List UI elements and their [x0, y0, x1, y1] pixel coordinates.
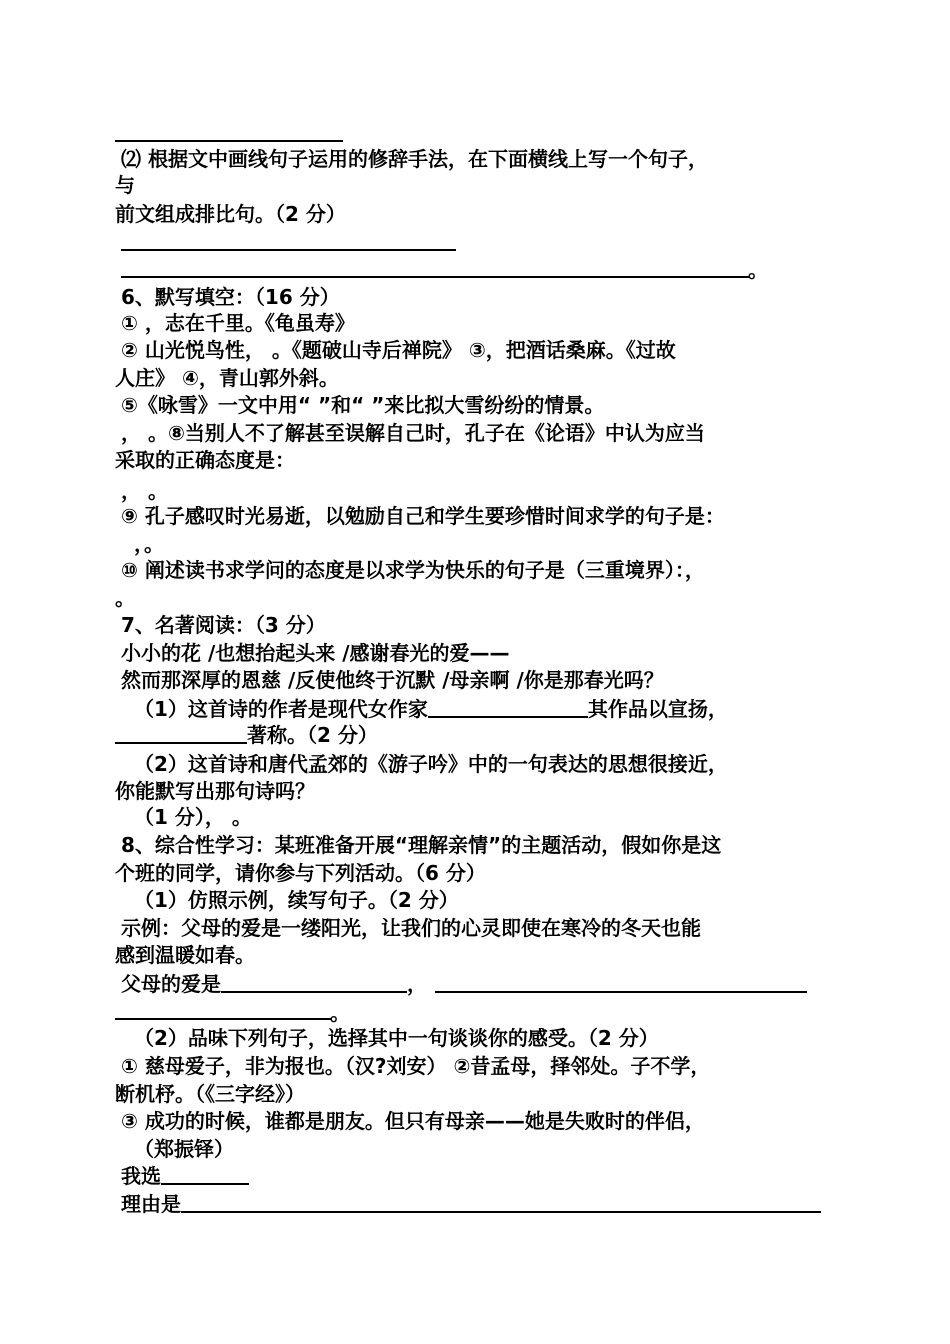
answer-line[interactable] — [115, 1018, 331, 1020]
q2-prompt-line-3: 前文组成排比句。（2 分） — [115, 202, 346, 226]
q2-prompt-line-1: ⑵ 根据文中画线句子运用的修辞手法，在下面横线上写一个句子， — [121, 147, 708, 171]
q8-example-line-2: 感到温暖如春。 — [115, 943, 255, 967]
q7-title: 7、名著阅读：（3 分） — [121, 613, 326, 637]
choice-blank[interactable] — [161, 1163, 249, 1185]
reason-blank[interactable] — [181, 1191, 821, 1213]
q8-1-title: （1）仿照示例，续写句子。（2 分） — [134, 888, 459, 912]
q6-item-8: ⑨ 孔子感叹时光易逝，以勉励自己和学生要珍惜时间求学的句子是： — [121, 504, 725, 528]
q7-1-text-c: 著称。（2 分） — [247, 723, 378, 747]
q7-1-text-a: （1）这首诗的作者是现代女作家 — [134, 697, 428, 721]
q6-item-11: 。 — [115, 586, 135, 610]
answer-line — [115, 140, 343, 142]
fill-blank-1[interactable] — [221, 971, 407, 993]
q8-example-line-1: 示例：父母的爱是一缕阳光，让我们的心灵即使在寒冷的冬天也能 — [121, 916, 701, 940]
q8-fill-text-a: 父母的爱是 — [121, 972, 221, 996]
q7-2-line-3: （1 分）， 。 — [134, 805, 252, 829]
q8-reason-line — [121, 1191, 841, 1217]
q8-title-2: 个班的同学，请你参与下列活动。（6 分） — [115, 861, 486, 885]
q6-item-1: ① ，志在千里。《龟虽寿》 — [121, 311, 355, 335]
q8-fill-text-b: ， — [407, 972, 427, 996]
q6-item-2: ② 山光悦鸟性， 。《题破山寺后禅院》 ③，把酒话桑麻。《过故 — [121, 338, 676, 362]
q7-1-text-b: 其作品以宣扬， — [587, 697, 728, 721]
q6-item-3: 人庄》 ④，青山郭外斜。 — [115, 366, 339, 390]
q7-1-line-1 — [134, 696, 854, 722]
q8-reason-text: 理由是 — [121, 1192, 181, 1216]
q2-prompt-line-2: 与 — [115, 173, 135, 197]
theme-blank[interactable] — [115, 722, 247, 744]
q8-sentence-2: 断机杼。（《三字经》） — [115, 1082, 305, 1106]
q6-item-6: 采取的正确态度是： — [115, 448, 295, 472]
q6-item-7: ， 。 — [121, 479, 168, 503]
q8-fill-line — [121, 971, 841, 997]
poem-line-2: 然而那深厚的恩慈 /反使他终于沉默 /母亲啊 /你是那春光吗？ — [121, 668, 664, 692]
author-blank[interactable] — [428, 696, 588, 718]
q2-line-end: 。 — [748, 258, 768, 282]
q7-1-line-2 — [115, 722, 835, 748]
q6-title: 6、默写填空：（16 分） — [121, 285, 340, 309]
fill-blank-2[interactable] — [435, 971, 807, 993]
q8-sentence-1: ① 慈母爱子，非为报也。（汉?刘安） ②昔孟母，择邻处。子不学， — [121, 1054, 711, 1078]
q8-choose-text: 我选 — [121, 1164, 161, 1188]
q8-2-title: （2）品味下列句子，选择其中一句谈谈你的感受。（2 分） — [134, 1026, 659, 1050]
q7-2-line-2: 你能默写出那句诗吗？ — [115, 779, 315, 803]
q8-choose-line — [121, 1163, 841, 1189]
q6-item-4: ⑤《咏雪》一文中用“ ”和“ ”来比拟大雪纷纷的情景。 — [121, 393, 605, 417]
poem-line-1: 小小的花 /也想抬起头来 /感谢春光的爱—— — [121, 641, 510, 665]
q8-sentence-4: （郑振铎） — [134, 1137, 234, 1161]
q8-title: 8、综合性学习：某班准备开展“理解亲情”的主题活动，假如你是这 — [121, 833, 722, 857]
q6-item-5: ， 。⑧当别人不了解甚至误解自己时，孔子在《论语》中认为应当 — [121, 421, 705, 445]
answer-line[interactable] — [121, 276, 749, 278]
q7-2-line-1: （2）这首诗和唐代孟郊的《游子吟》中的一句表达的思想很接近， — [134, 752, 728, 776]
q6-item-10: ⑩ 阐述读书求学问的态度是以求学为快乐的句子是（三重境界）：， — [121, 558, 705, 582]
answer-line[interactable] — [121, 249, 456, 251]
q6-item-9: ，。 — [134, 532, 164, 556]
q8-sentence-3: ③ 成功的时候，谁都是朋友。但只有母亲——她是失败时的伴侣， — [121, 1109, 705, 1133]
q8-fill-end: 。 — [330, 1001, 350, 1025]
